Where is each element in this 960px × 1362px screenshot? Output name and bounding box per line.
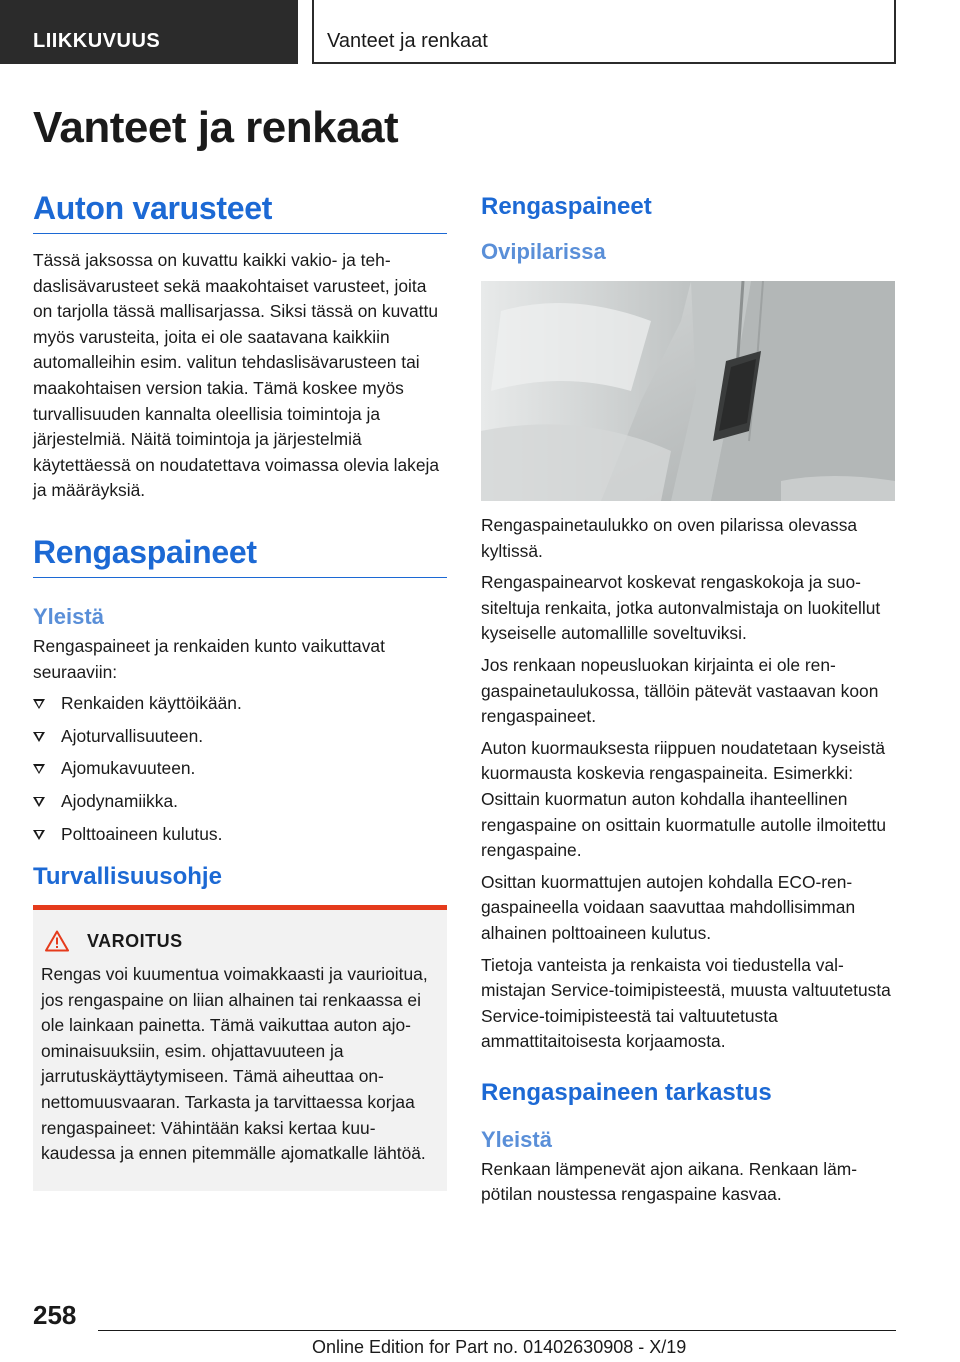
list-item: Ajoturvallisuuteen. xyxy=(33,724,447,750)
section-tab: LIIKKUVUUS xyxy=(0,0,298,64)
triangle-bullet-icon xyxy=(33,699,45,709)
triangle-bullet-icon xyxy=(33,797,45,807)
list-item: Ajodynamiikka. xyxy=(33,789,447,815)
warning-text: Rengas voi kuumentua voimakkaasti ja vaurioitua, jos rengaspaine on liian alhainen tai renkaassa ei ole lainkaan painetta. Tämä vaikuttaa auton ajo-ominaisuuksiin, esim. ohjattavuuteen ja jarrutuskäyttäytymiseen. Tämä aiheuttaa onnettomuusvaaran. Tarkasta ja tarvittaessa korjaa rengaspaineet: Vähintään kaksi kertaa kuukaudessa ja ennen pitemmälle ajomatkalle lähtöä. xyxy=(41,964,428,1164)
factors-list xyxy=(33,691,447,847)
warning-header xyxy=(41,930,439,952)
list-item: Polttoaineen kulutus. xyxy=(33,822,447,848)
auton-varusteet-text: Tässä jaksossa on kuvattu kaikki vakio- ja tehdaslisävarusteet sekä maakohtaiset varusteet, joita on tarjolla tässä mallisarjassa. Siksi tässä on kuvattu myös varusteita, joita ei ole saatavana kaikkiin automalleihin esim. valitun tehdaslisävarusteen tai maakohtaisen version takia. Tämä koskee myös turvallisuuden kannalta oleellisia toimintoja ja järjestelmiä. Näitä toimintoja ja järjestelmiä käytettäessä on noudatettava voimassa olevia lakeja ja määräyksiä. xyxy=(33,250,440,501)
yleista-text: Rengaspaineet ja renkaiden kunto vaikuttavat seuraaviin: xyxy=(33,635,385,682)
right-paragraph-4: Auton kuormauksesta riippuen noudatetaan kyseistä kuormausta koskevia rengaspaineita. Esimerkki: Osittain kuormatun auton kohdalla ihanteellinen rengaspaine on osittain kuormatulle autolle ilmoitettu rengaspaine. xyxy=(481,737,887,861)
page-number: 258 xyxy=(33,1300,77,1330)
heading-turvallisuusohje: Turvallisuusohje xyxy=(33,863,222,891)
right-paragraph-6: Tietoja vanteista ja renkaista voi tiedustella valmistajan Service-toimipisteestä, muusta valtuutetusta Service-toimipisteestä tai valtuutetusta ammattitaitoisesta korjaamosta. xyxy=(481,954,891,1052)
heading-auton-varusteet: Auton varusteet xyxy=(33,190,447,234)
heading-rengaspaineet: Rengaspaineet xyxy=(33,534,447,578)
right-paragraph-2: Rengaspainearvot koskevat rengaskokoja ja suositeltuja renkaita, jotka autonvalmistaja on luokitellut kyseiselle automallille soveltuviksi. xyxy=(481,572,881,644)
right-paragraph-1: Rengaspainetaulukko on oven pilarissa olevassa kyltissä. xyxy=(481,515,858,561)
list-item: Renkaiden käyttöikään. xyxy=(33,691,447,717)
left-column xyxy=(33,190,447,1191)
heading-yleista-right: Yleistä xyxy=(481,1126,552,1152)
yleista-right-text: Renkaan lämpenevät ajon aikana. Renkaan lämpötilan noustessa rengaspaine kasvaa. xyxy=(481,1158,858,1205)
heading-rengaspaineet-right: Rengaspaineet xyxy=(481,193,652,220)
right-paragraph-5: Osittan kuormattujen autojen kohdalla ECO-rengaspaineella voidaan saavuttaa mahdollisimman alhainen polttoaineen kulutus. xyxy=(481,871,856,943)
heading-yleista: Yleistä xyxy=(33,603,104,629)
triangle-bullet-icon xyxy=(33,830,45,840)
page-header xyxy=(0,0,960,66)
right-paragraph-3: Jos renkaan nopeusluokan kirjainta ei ole rengaspainetaulukossa, tällöin pätevät vastaavan koon rengaspaineet. xyxy=(481,654,879,727)
edition-text: Online Edition for Part no. 01402630908 - X/19 xyxy=(312,1337,687,1357)
chapter-tab: Vanteet ja renkaat xyxy=(312,0,896,64)
heading-rengaspaineen-tarkastus: Rengaspaineen tarkastus xyxy=(481,1078,772,1106)
door-pillar-photo xyxy=(481,281,895,501)
right-column xyxy=(481,193,895,1214)
warning-title: VAROITUS xyxy=(87,930,183,951)
list-item: Ajomukavuuteen. xyxy=(33,756,447,782)
page-title: Vanteet ja renkaat xyxy=(33,103,399,152)
warning-box xyxy=(33,905,447,1191)
triangle-bullet-icon xyxy=(33,732,45,742)
triangle-bullet-icon xyxy=(33,764,45,774)
heading-ovipilarissa: Ovipilarissa xyxy=(481,239,606,264)
footer-divider xyxy=(98,1330,896,1331)
warning-triangle-icon xyxy=(45,930,69,952)
